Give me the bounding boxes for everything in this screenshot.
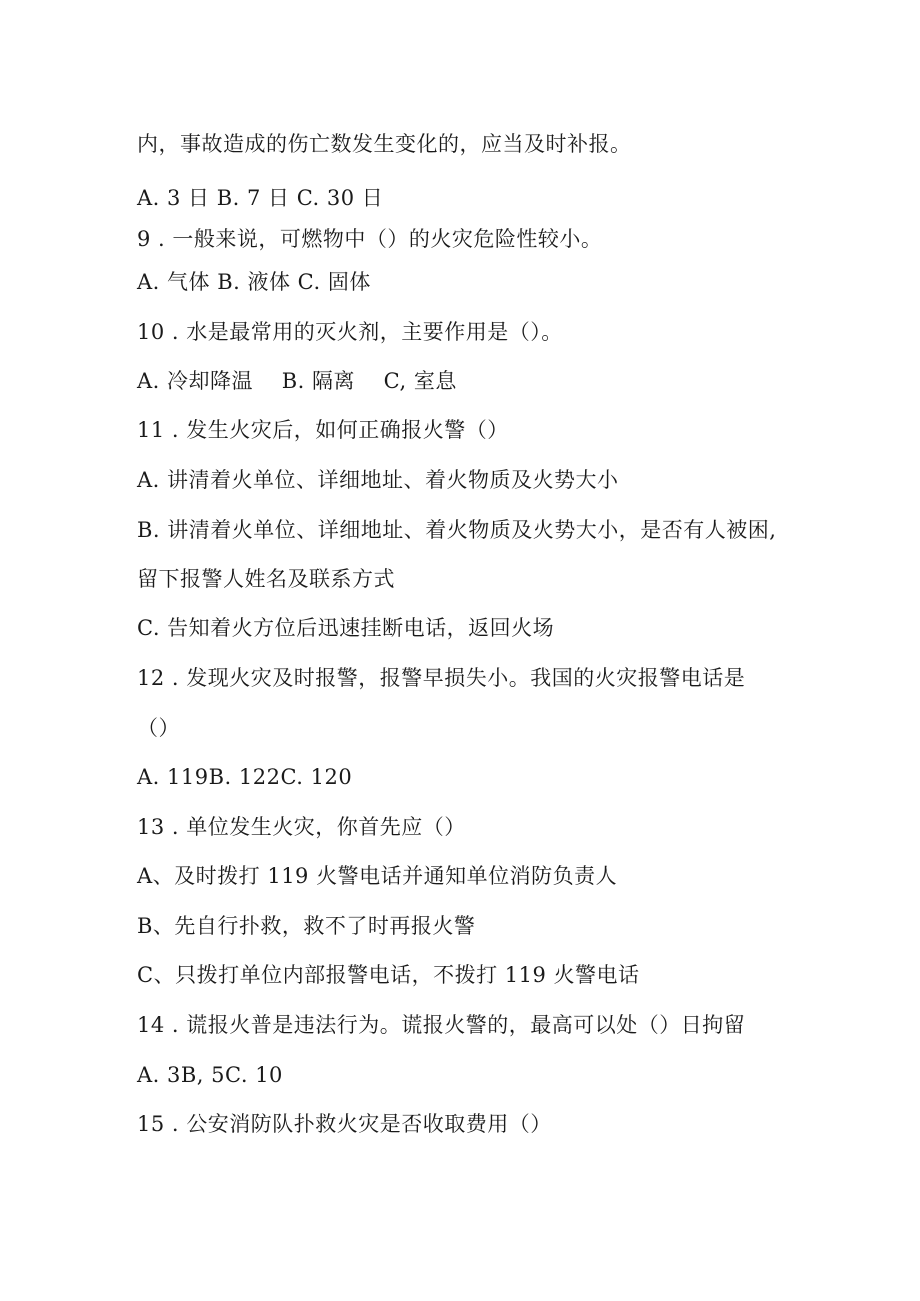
q8-options-text: A. 3 日 B. 7 日 C. 30 日 <box>137 186 384 210</box>
q9-options-text: A. 气体 B. 液体 C. 固体 <box>137 270 371 294</box>
q12-options-text: A. 119B. 122C. 120 <box>137 765 353 789</box>
q11-option-c-text: C. 告知着火方位后迅速挂断电话，返回火场 <box>137 616 555 640</box>
q13-option-a-text: A、及时拨打 119 火警电话并通知单位消防负责人 <box>137 864 618 888</box>
q11-option-a-text: A. 讲清着火单位、详细地址、着火物质及火势大小 <box>137 468 619 492</box>
q13-option-c-text: C、只拨打单位内部报警电话，不拨打 119 火警电话 <box>137 963 640 987</box>
q13-question-text: 13 . 单位发生火灾，你首先应（） <box>137 815 466 839</box>
q8-continuation-text: 内，事故造成的伤亡数发生变化的，应当及时补报。 <box>137 132 632 156</box>
q12-question-continuation: （） <box>137 716 180 740</box>
q14-question-text: 14 . 谎报火普是违法行为。谎报火警的，最高可以处（）日拘留 <box>137 1013 746 1037</box>
q10-options-text: A. 冷却降温 B. 隔离 C, 室息 <box>137 369 457 393</box>
q11-option-b-continuation: 留下报警人姓名及联系方式 <box>137 567 395 591</box>
q12-question-text: 12 . 发现火灾及时报警，报警早损失小。我国的火灾报警电话是 <box>137 666 746 690</box>
q14-options-text: A. 3B, 5C. 10 <box>137 1063 283 1087</box>
q15-question-text: 15 . 公安消防队扑救火灾是否收取费用（） <box>137 1112 552 1136</box>
q9-question-text: 9 . 一般来说，可燃物中（）的火灾危险性较小。 <box>137 227 603 251</box>
q11-option-b-text: B. 讲清着火单位、详细地址、着火物质及火势大小，是否有人被困, <box>137 518 777 542</box>
q10-question-text: 10 . 水是最常用的灭火剂，主要作用是（）。 <box>137 320 563 344</box>
q13-option-b-text: B、先自行扑救，救不了时再报火警 <box>137 914 476 938</box>
q11-question-text: 11 . 发生火灾后，如何正确报火警（） <box>137 418 509 442</box>
